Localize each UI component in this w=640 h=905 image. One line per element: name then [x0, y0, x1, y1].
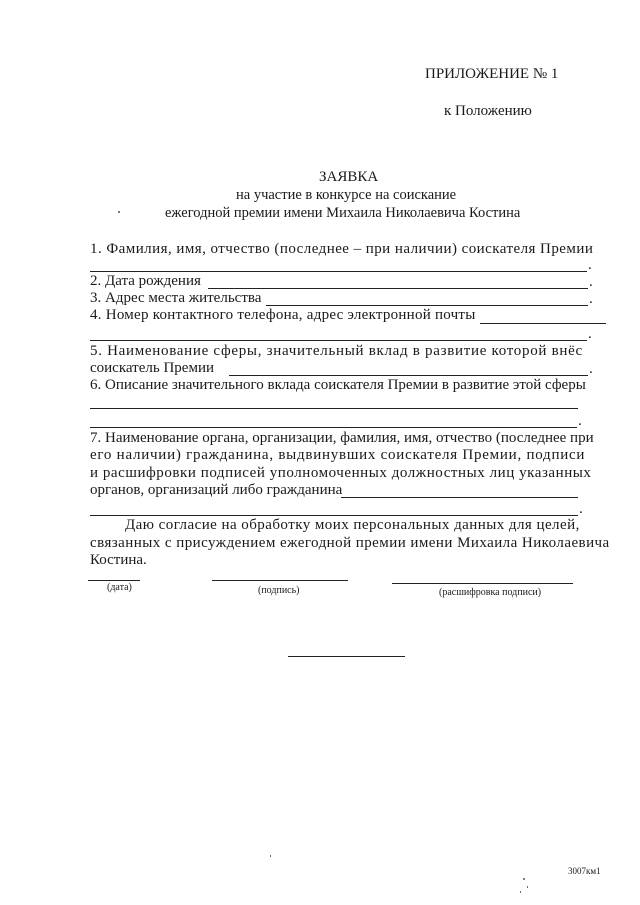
- signature-line[interactable]: [212, 580, 348, 581]
- item-7-label-4: органов, организаций либо гражданина: [90, 482, 343, 498]
- item-7-label-2: его наличии) гражданина, выдвинувших соискателя Премии, подписи: [90, 447, 586, 463]
- item-5-label: 5. Наименование сферы, значительный вклад в развитие которой внёс: [90, 343, 583, 359]
- item-7-label-3: и расшифровки подписей уполномоченных должностных лиц указанных: [90, 465, 592, 481]
- nominator-field-2[interactable]: [90, 515, 578, 516]
- consent-text: Даю согласие на обработку моих персональных данных для целей,: [125, 517, 580, 533]
- date-line[interactable]: [88, 580, 140, 581]
- item-7-label: 7. Наименование органа, организации, фамилия, имя, отчество (последнее при: [90, 430, 594, 446]
- address-field[interactable]: [266, 305, 588, 306]
- scan-speck: [527, 886, 528, 888]
- regulation-ref: к Положению: [444, 103, 532, 119]
- decode-line[interactable]: [392, 583, 573, 584]
- scan-speck: [118, 211, 120, 213]
- period-mark: .: [589, 291, 593, 307]
- contribution-field[interactable]: [90, 408, 578, 409]
- period-mark: .: [588, 257, 592, 273]
- consent-text-3: Костина.: [90, 552, 147, 568]
- item-3-label: 3. Адрес места жительства: [90, 290, 262, 306]
- document-title: ЗАЯВКА: [319, 169, 379, 185]
- item-1-label: 1. Фамилия, имя, отчество (последнее – при наличии) соискателя Премии: [90, 241, 594, 257]
- contribution-field-2[interactable]: [90, 427, 577, 428]
- signature-caption: (подпись): [258, 585, 300, 596]
- decode-caption: (расшифровка подписи): [439, 587, 542, 598]
- scan-speck: [523, 878, 525, 880]
- item-1-field[interactable]: [90, 271, 587, 272]
- consent-text-2: связанных с присуждением ежегодной премии имени Михаила Николаевича: [90, 535, 610, 551]
- scan-speck: [520, 891, 521, 893]
- title-line-3: ежегодной премии имени Михаила Николаевича Костина: [165, 205, 521, 221]
- item-6-label: 6. Описание значительного вклада соискателя Премии в развитие этой сферы: [90, 377, 586, 393]
- birth-date-field[interactable]: [208, 288, 588, 289]
- item-5-label-2: соискатель Премии: [90, 360, 214, 376]
- document-code: 3007км1: [568, 866, 601, 876]
- item-4-label: 4. Номер контактного телефона, адрес электронной почты: [90, 307, 476, 323]
- period-mark: .: [579, 501, 583, 517]
- contacts-field-2[interactable]: [90, 340, 587, 341]
- period-mark: .: [589, 361, 593, 377]
- appendix-label: ПРИЛОЖЕНИЕ № 1: [425, 66, 559, 82]
- item-2-label: 2. Дата рождения: [90, 273, 201, 289]
- separator-line: [288, 656, 405, 657]
- title-line-2: на участие в конкурсе на соискание: [236, 187, 457, 203]
- nominator-field[interactable]: [341, 497, 578, 498]
- period-mark: .: [589, 274, 593, 290]
- scan-speck: [270, 855, 271, 857]
- date-caption: (дата): [107, 582, 132, 593]
- period-mark: .: [588, 326, 592, 342]
- contacts-field[interactable]: [480, 323, 606, 324]
- sphere-field[interactable]: [229, 375, 588, 376]
- period-mark: .: [578, 413, 582, 429]
